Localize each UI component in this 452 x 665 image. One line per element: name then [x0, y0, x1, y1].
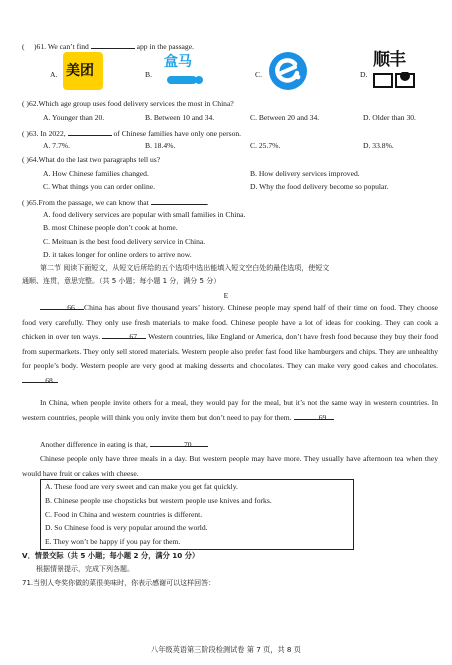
blank-68-number: 68	[45, 375, 53, 385]
passage-letter: E	[223, 291, 229, 300]
q61-option-a-label: A.	[50, 70, 58, 79]
q65-stem	[22, 196, 452, 207]
q63-option-a[interactable]: A. 7.7%.	[43, 141, 70, 150]
section5-instruction: 根据情景提示，完成下列各题。	[36, 565, 134, 573]
q65-stem-a: ( )65.From the passage, we can know that	[22, 198, 149, 207]
meituan-logo-text: 美团	[66, 63, 94, 79]
blank-68[interactable]	[22, 374, 58, 383]
blank-67[interactable]	[102, 330, 146, 339]
q62-option-a[interactable]: A. Younger than 20.	[43, 113, 105, 122]
paragraph-1b-text: Western countries, like England or America, don’t have fresh food because they buy their food from supermarkets. They only sell stored materials. Western people also prefer fast food like hamburgers and chips. They are unhealthy for people’s body. Western people are very good at making desserts and chocolates. They can make very good cakes and chocolates.	[22, 332, 439, 370]
blank-69[interactable]	[294, 411, 334, 420]
blank-70-number: 70	[183, 440, 192, 449]
q61-stem-text: )61. We can’t find	[34, 42, 89, 51]
section2-instruction-line1: 第二节 阅读下面短文，从短文后所给的五个选项中选出能填入短文空白处的最佳选项，使短文	[40, 264, 330, 272]
q64-option-d[interactable]: D. Why the food delivery become so popular.	[250, 182, 389, 191]
q61-option-c-label: C.	[255, 70, 262, 79]
hema-logo-text: 盒马	[164, 54, 192, 70]
q61-paren: (	[22, 42, 25, 51]
hema-logo	[163, 52, 205, 90]
q65-option-c[interactable]: C. Meituan is the best food delivery service in China.	[43, 237, 206, 246]
q63-option-b[interactable]: B. 18.4%.	[145, 141, 176, 150]
q63-blank[interactable]	[68, 127, 112, 136]
q63-option-d[interactable]: D. 33.8%.	[363, 141, 394, 150]
choice-b[interactable]: B. Chinese people use chopsticks but western people use knives and forks.	[45, 496, 272, 505]
hema-logo-mark	[165, 74, 205, 88]
q62-option-d[interactable]: D. Older than 30.	[363, 113, 416, 122]
q64-option-a[interactable]: A. How Chinese families changed.	[43, 169, 149, 178]
choice-c[interactable]: C. Food in China and western countries is different.	[45, 510, 203, 519]
eleme-logo	[268, 51, 308, 91]
choice-e[interactable]: E. They won’t be happy if you pay for them.	[45, 537, 181, 546]
q63-stem-a: ( )63. In 2022,	[22, 129, 66, 138]
blank-66[interactable]	[40, 301, 84, 310]
q63-stem	[22, 127, 452, 138]
sf-express-logo-mark	[373, 72, 417, 90]
passage-paragraph-3	[22, 438, 438, 453]
section2-instruction-line2: 通顺、连贯，意思完整。（共 5 小题；每小题 1 分，满分 5 分）	[22, 277, 221, 285]
blank-69-number: 69	[318, 412, 327, 422]
page-footer: 八年级英语第三阶段检测试卷 第 7 页，共 8 页	[151, 645, 301, 654]
section5-title: V．情景交际（共 5 小题；每小题 2 分，满分 10 分）	[22, 551, 200, 560]
passage-paragraph-2	[22, 396, 438, 425]
sf-express-logo-text: 顺丰	[373, 50, 405, 70]
q62-option-c[interactable]: C. Between 20 and 34.	[250, 113, 320, 122]
eleme-logo-icon	[268, 51, 308, 91]
paragraph-1-text: China has about five thousand years’ history. Chinese people may spend half of their time on food. They choose food very carefully. They only use fresh materials to make food. Chinese people have a lot of ideas for cooking. They can cook a chicken in over ten ways.	[22, 303, 438, 341]
q65-option-d[interactable]: D. it takes longer for online orders to arrive now.	[43, 250, 192, 259]
q61-blank[interactable]	[91, 40, 135, 49]
q63-option-c[interactable]: C. 25.7%.	[250, 141, 281, 150]
sf-express-logo	[373, 50, 417, 92]
q61-stem-after: app in the passage.	[136, 42, 194, 51]
meituan-logo	[63, 52, 103, 90]
paragraph-2-text: In China, when people invite others for a meal, they would pay for the meal, but it’s not the same way in western countries. In western countries, people will think you only invite them but don’t need to pay for them.	[22, 398, 438, 422]
q65-option-a[interactable]: A. food delivery services are popular with small families in China.	[43, 210, 246, 219]
passage-paragraph-4: Chinese people only have three meals in a day. But western people may have more. They usually have afternoon tea when they would have fruit or cakes with cheese.	[22, 454, 438, 478]
choice-a[interactable]: A. These food are very sweet and can make you get fat quickly.	[45, 482, 238, 491]
q63-stem-b: of Chinese families have only one person.	[113, 129, 242, 138]
q64-stem: ( )64.What do the last two paragraphs tell us?	[22, 155, 161, 164]
blank-66-number: 66	[67, 303, 75, 312]
paragraph-3-text: Another difference in eating is that,	[40, 440, 148, 449]
passage-paragraph-1	[22, 301, 438, 388]
q64-option-b[interactable]: B. How delivery services improved.	[250, 169, 360, 178]
blank-67-number: 67	[129, 332, 138, 341]
choice-d[interactable]: D. So Chinese food is very popular around the world.	[45, 523, 208, 532]
q62-stem: ( )62.Which age group uses food delivery services the most in China?	[22, 99, 234, 108]
blank-70[interactable]	[150, 438, 208, 447]
q62-option-b[interactable]: B. Between 10 and 34.	[145, 113, 215, 122]
q65-stem-b: .	[206, 198, 209, 207]
q65-blank[interactable]	[151, 196, 207, 205]
q71-stem: 71.当别人夸奖你做的菜很美味时，你表示感谢可以这样回答：	[22, 579, 216, 587]
q65-option-b[interactable]: B. most Chinese people don’t cook at home.	[43, 223, 178, 232]
q61-option-b-label: B.	[145, 70, 152, 79]
q61-option-d-label: D.	[360, 70, 368, 79]
q64-option-c[interactable]: C. What things you can order online.	[43, 182, 156, 191]
choices-box	[40, 479, 354, 550]
